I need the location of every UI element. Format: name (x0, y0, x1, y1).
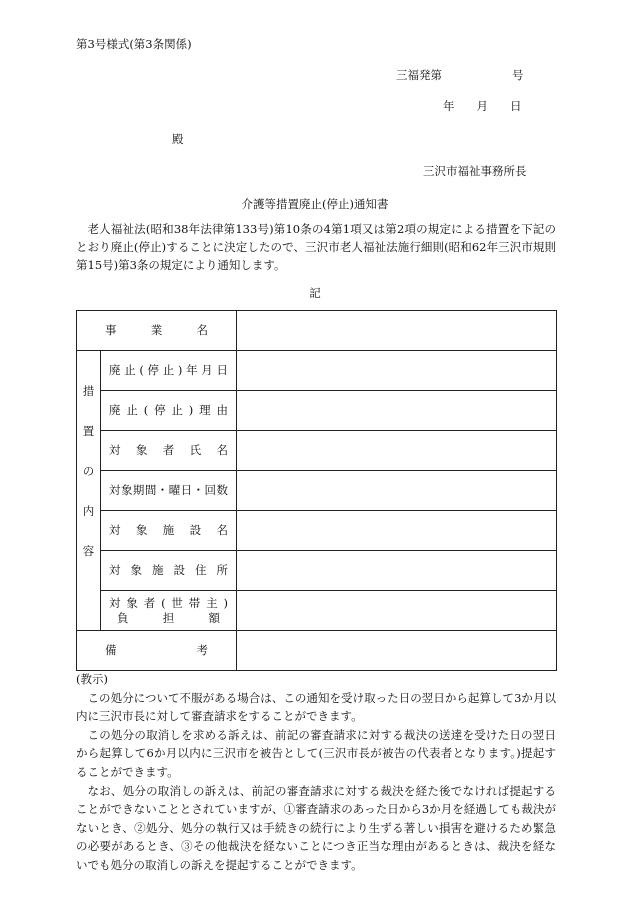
issue-number-prefix: 三福発第 (396, 68, 442, 82)
notice-paragraph: この処分の取消しを求める訴えは、前記の審査請求に対する裁決の送達を受けた日の翌日から起算して6か月以内に三沢市を被告として(三沢市長が被告の代表者となります。)提起することができます。 (76, 727, 556, 779)
remarks-label: 備考 (77, 631, 237, 671)
business-name-value[interactable] (237, 311, 557, 351)
notice-section (76, 670, 556, 875)
abolition-date-label: 廃止(停止)年月日 (101, 351, 237, 391)
abolition-reason-label: 廃止(停止)理由 (101, 391, 237, 431)
period-label: 対象期間・曜日・回数 (101, 471, 237, 511)
abolition-date-value[interactable] (237, 351, 557, 391)
business-name-label: 事業名 (77, 311, 237, 351)
abolition-reason-value[interactable] (237, 391, 557, 431)
notice-label: (教示) (76, 672, 108, 686)
subject-name-label: 対象者氏名 (101, 431, 237, 471)
burden-label: 対象者(世帯主) 負担額 (101, 591, 237, 631)
table-row (77, 591, 557, 631)
body-text: 老人福祉法(昭和38年法律第133号)第10条の4第1項又は第2項の規定による措置を下記のとおり廃止(停止)することに決定したので、三沢市老人福祉法施行細則(昭和62年三沢市規則第15号)第3条の規定により通知します。 (76, 222, 556, 272)
details-table (76, 310, 557, 671)
table-row (77, 471, 557, 511)
table-row (77, 311, 557, 351)
table-row (77, 391, 557, 431)
measure-content-label: 措 置 の 内 容 (77, 351, 101, 631)
table-row (77, 431, 557, 471)
period-value[interactable] (237, 471, 557, 511)
table-row (77, 631, 557, 671)
remarks-value[interactable] (237, 631, 557, 671)
issue-date (443, 98, 522, 115)
facility-address-value[interactable] (237, 551, 557, 591)
facility-name-label: 対象施設名 (101, 511, 237, 551)
date-day: 日 (510, 99, 522, 113)
table-row (77, 511, 557, 551)
subject-name-value[interactable] (237, 431, 557, 471)
ki-label: 記 (309, 286, 321, 300)
table-row (77, 551, 557, 591)
facility-address-label: 対象施設住所 (101, 551, 237, 591)
notice-paragraph: この処分について不服がある場合は、この通知を受け取った日の翌日から起算して3か月以内に三沢市長に対して審査請求をすることができます。 (76, 690, 556, 724)
date-year: 年 (443, 99, 455, 113)
document-title: 介護等措置廃止(停止)通知書 (241, 197, 389, 211)
addressee: 殿 (172, 132, 184, 146)
form-number: 第3号様式(第3条関係) (76, 37, 192, 51)
notice-paragraph: なお、処分の取消しの訴えは、前記の審査請求に対する裁決を経た後でなければ提起することができないこととされていますが、①審査請求のあった日から3か月を経過しても裁決がないとき、②処分、処分の執行又は手続きの続行により生ずる著しい損害を避けるため緊急の必要があるとき、③その他裁決を経ないことにつき正当な理由があるときは、裁決を経ないでも処分の取消しの訴えを提起することができます。 (76, 783, 556, 872)
burden-value[interactable] (237, 591, 557, 631)
issue-number-suffix: 号 (512, 68, 524, 82)
issuer: 三沢市福祉事務所長 (423, 164, 527, 178)
issue-number (396, 67, 524, 84)
facility-name-value[interactable] (237, 511, 557, 551)
date-month: 月 (476, 99, 488, 113)
table-row (77, 351, 557, 391)
